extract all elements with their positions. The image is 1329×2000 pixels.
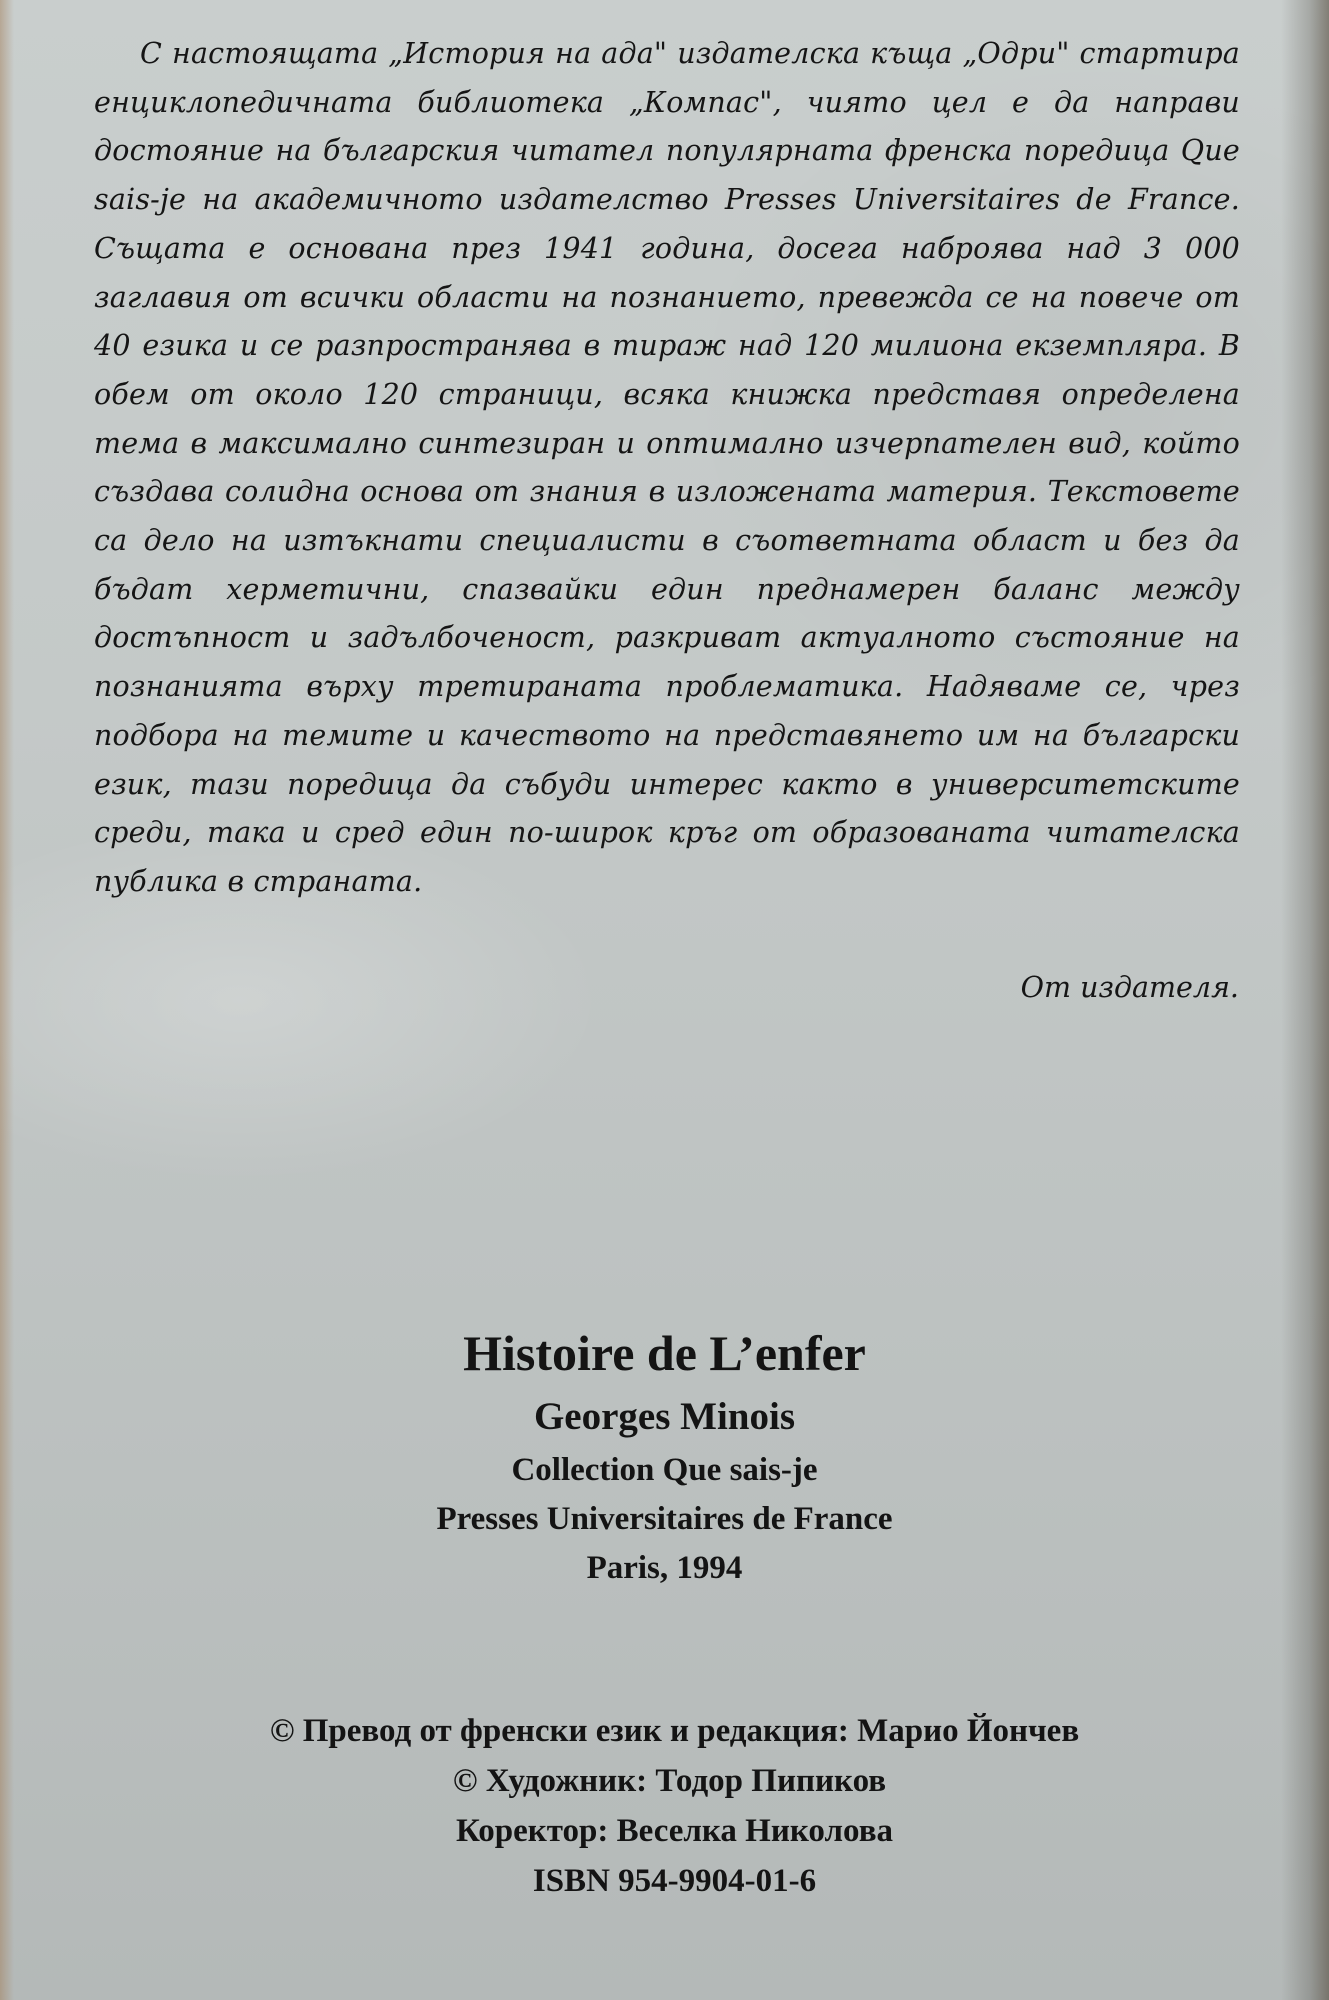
credit-translation: © Превод от френски език и редакция: Марио Йончев xyxy=(269,1713,1080,1749)
book-collection: Collection Que sais-je xyxy=(511,1452,818,1488)
bibliographic-block xyxy=(0,1318,1329,1593)
book-author: Georges Minois xyxy=(533,1395,796,1438)
credits-block xyxy=(0,1706,1329,1906)
credit-artist: © Художник: Тодор Пипиков xyxy=(452,1763,887,1799)
book-place-year: Paris, 1994 xyxy=(586,1550,743,1586)
spine-shadow xyxy=(1281,0,1329,2000)
book-title: Histoire de L’enfer xyxy=(463,1325,866,1381)
publisher-intro-paragraph: С настоящата „История на ада" издателска къща „Одри" стартира енциклопедичната библиотека „Компас", чиято цел е да направи достояние на българския читател популярната френска поредица Que sais-je на академичното издателство Presses Universitaires de France. Същата е основана през 1941 година, досега наброява над 3 000 заглавия от всички области на познанието, превежда се на повече от 40 езика и се разпространява в тираж над 120 милиона екземпляра. В обем от около 120 страници, всяка книжка представя определена тема в максимално синтезиран и оптимално изчерпателен вид, който създава солидна основа от знания в изложената материя. Текстовете са дело на изтъкнати специалисти в съответната област и без да бъдат херметични, спазвайки един преднамерен баланс между достъпност и задълбоченост, разкриват актуалното състояние на познанията върху третираната проблематика. Надяваме се, чрез подбора на темите и качеството на представянето им на български език, тази поредица да събуди интерес както в университетските среди, така и сред един по-широк кръг от образованата читателска публика в страната. xyxy=(94,37,1240,898)
publisher-signature: От издателя. xyxy=(1020,971,1239,1004)
book-publisher: Presses Universitaires de France xyxy=(436,1501,893,1537)
page-left-edge xyxy=(0,0,14,2000)
credit-isbn: ISBN 954-9904-01-6 xyxy=(532,1863,817,1899)
credit-proofreader: Коректор: Веселка Николова xyxy=(455,1813,894,1849)
